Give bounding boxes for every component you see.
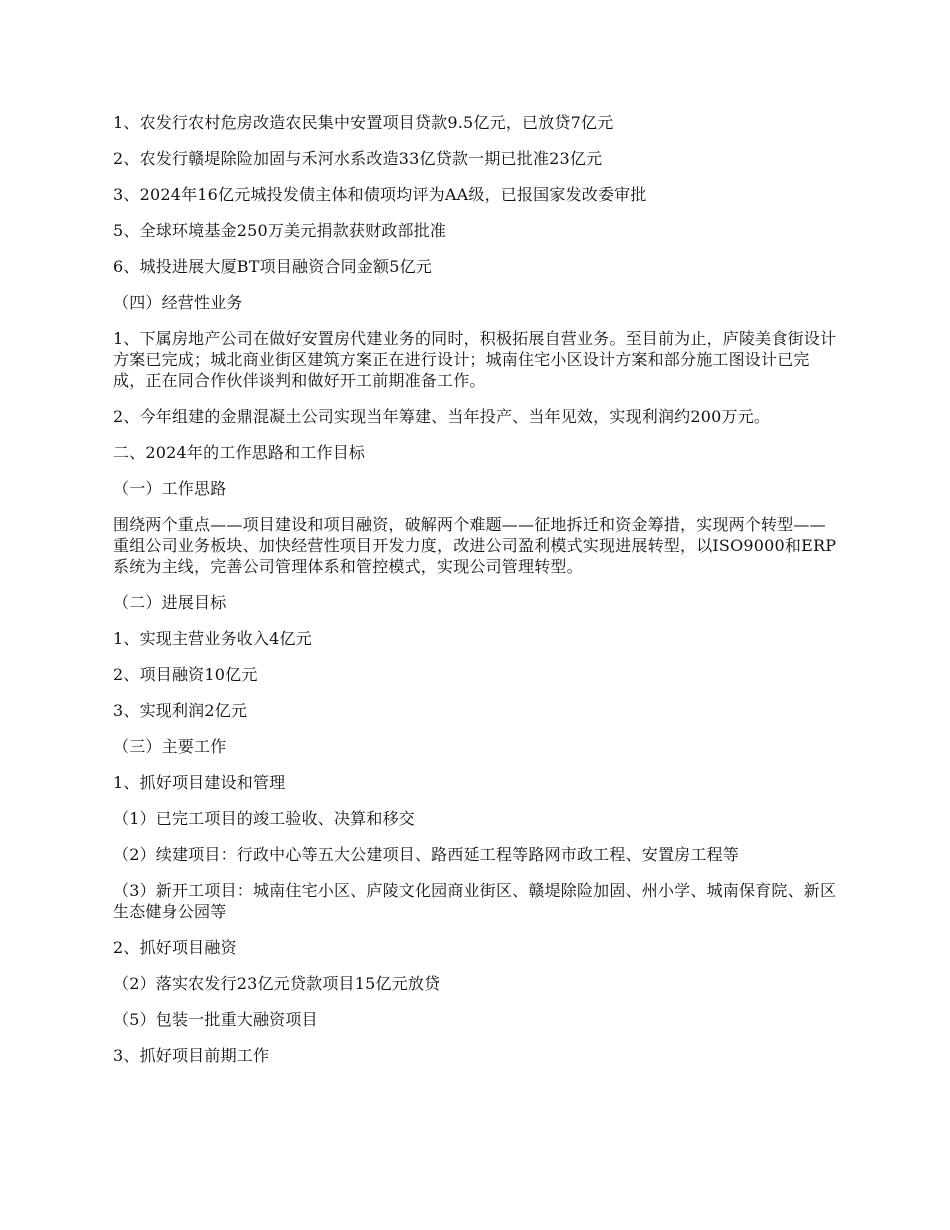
paragraph: 6、城投进展大厦BT项目融资合同金额5亿元 [113, 257, 432, 276]
paragraph: （2）落实农发行23亿元贷款项目15亿元放贷 [113, 974, 441, 993]
paragraph: （1）已完工项目的竣工验收、决算和移交 [113, 809, 415, 828]
paragraph: （2）续建项目：行政中心等五大公建项目、路西延工程等路网市政工程、安置房工程等 [113, 845, 739, 864]
paragraph: 围绕两个重点——项目建设和项目融资，破解两个难题——征地拆迁和资金筹措，实现两个转型——重组公司业务板块、加快经营性项目开发力度，改进公司盈利模式实现进展转型，以ISO9000和ERP系统为主线，完善公司管理体系和管控模式，实现公司管理转型。 [113, 515, 837, 576]
paragraph: 2、项目融资10亿元 [113, 665, 258, 684]
section-heading: 二、2024年的工作思路和工作目标 [113, 443, 366, 462]
paragraph: 1、农发行农村危房改造农民集中安置项目贷款9.5亿元，已放贷7亿元 [113, 113, 614, 132]
paragraph: 3、抓好项目前期工作 [113, 1046, 270, 1065]
paragraph: （3）新开工项目：城南住宅小区、庐陵文化园商业街区、赣堤除险加固、州小学、城南保育院、新区生态健身公园等 [113, 881, 837, 921]
paragraph: 2、今年组建的金鼎混凝土公司实现当年筹建、当年投产、当年见效，实现利润约200万元。 [113, 407, 771, 426]
paragraph: （5）包装一批重大融资项目 [113, 1010, 318, 1029]
paragraph: 3、实现利润2亿元 [113, 701, 248, 720]
paragraph: 1、实现主营业务收入4亿元 [113, 629, 312, 648]
section-heading: （一）工作思路 [113, 479, 227, 498]
paragraph: 2、农发行赣堤除险加固与禾河水系改造33亿贷款一期已批准23亿元 [113, 149, 603, 168]
paragraph: 1、抓好项目建设和管理 [113, 773, 286, 792]
paragraph: 3、2024年16亿元城投发债主体和债项均评为AA级，已报国家发改委审批 [113, 185, 647, 204]
document-body [113, 112, 838, 1081]
paragraph: 1、下属房地产公司在做好安置房代建业务的同时，积极拓展自营业务。至目前为止，庐陵美食街设计方案已完成；城北商业街区建筑方案正在进行设计；城南住宅小区设计方案和部分施工图设计已完成，正在同合作伙伴谈判和做好开工前期准备工作。 [113, 329, 837, 390]
section-heading: （二）进展目标 [113, 593, 227, 612]
paragraph: 5、全球环境基金250万美元捐款获财政部批准 [113, 221, 447, 240]
paragraph: 2、抓好项目融资 [113, 938, 237, 957]
section-heading: （四）经营性业务 [113, 293, 243, 312]
section-heading: （三）主要工作 [113, 737, 227, 756]
